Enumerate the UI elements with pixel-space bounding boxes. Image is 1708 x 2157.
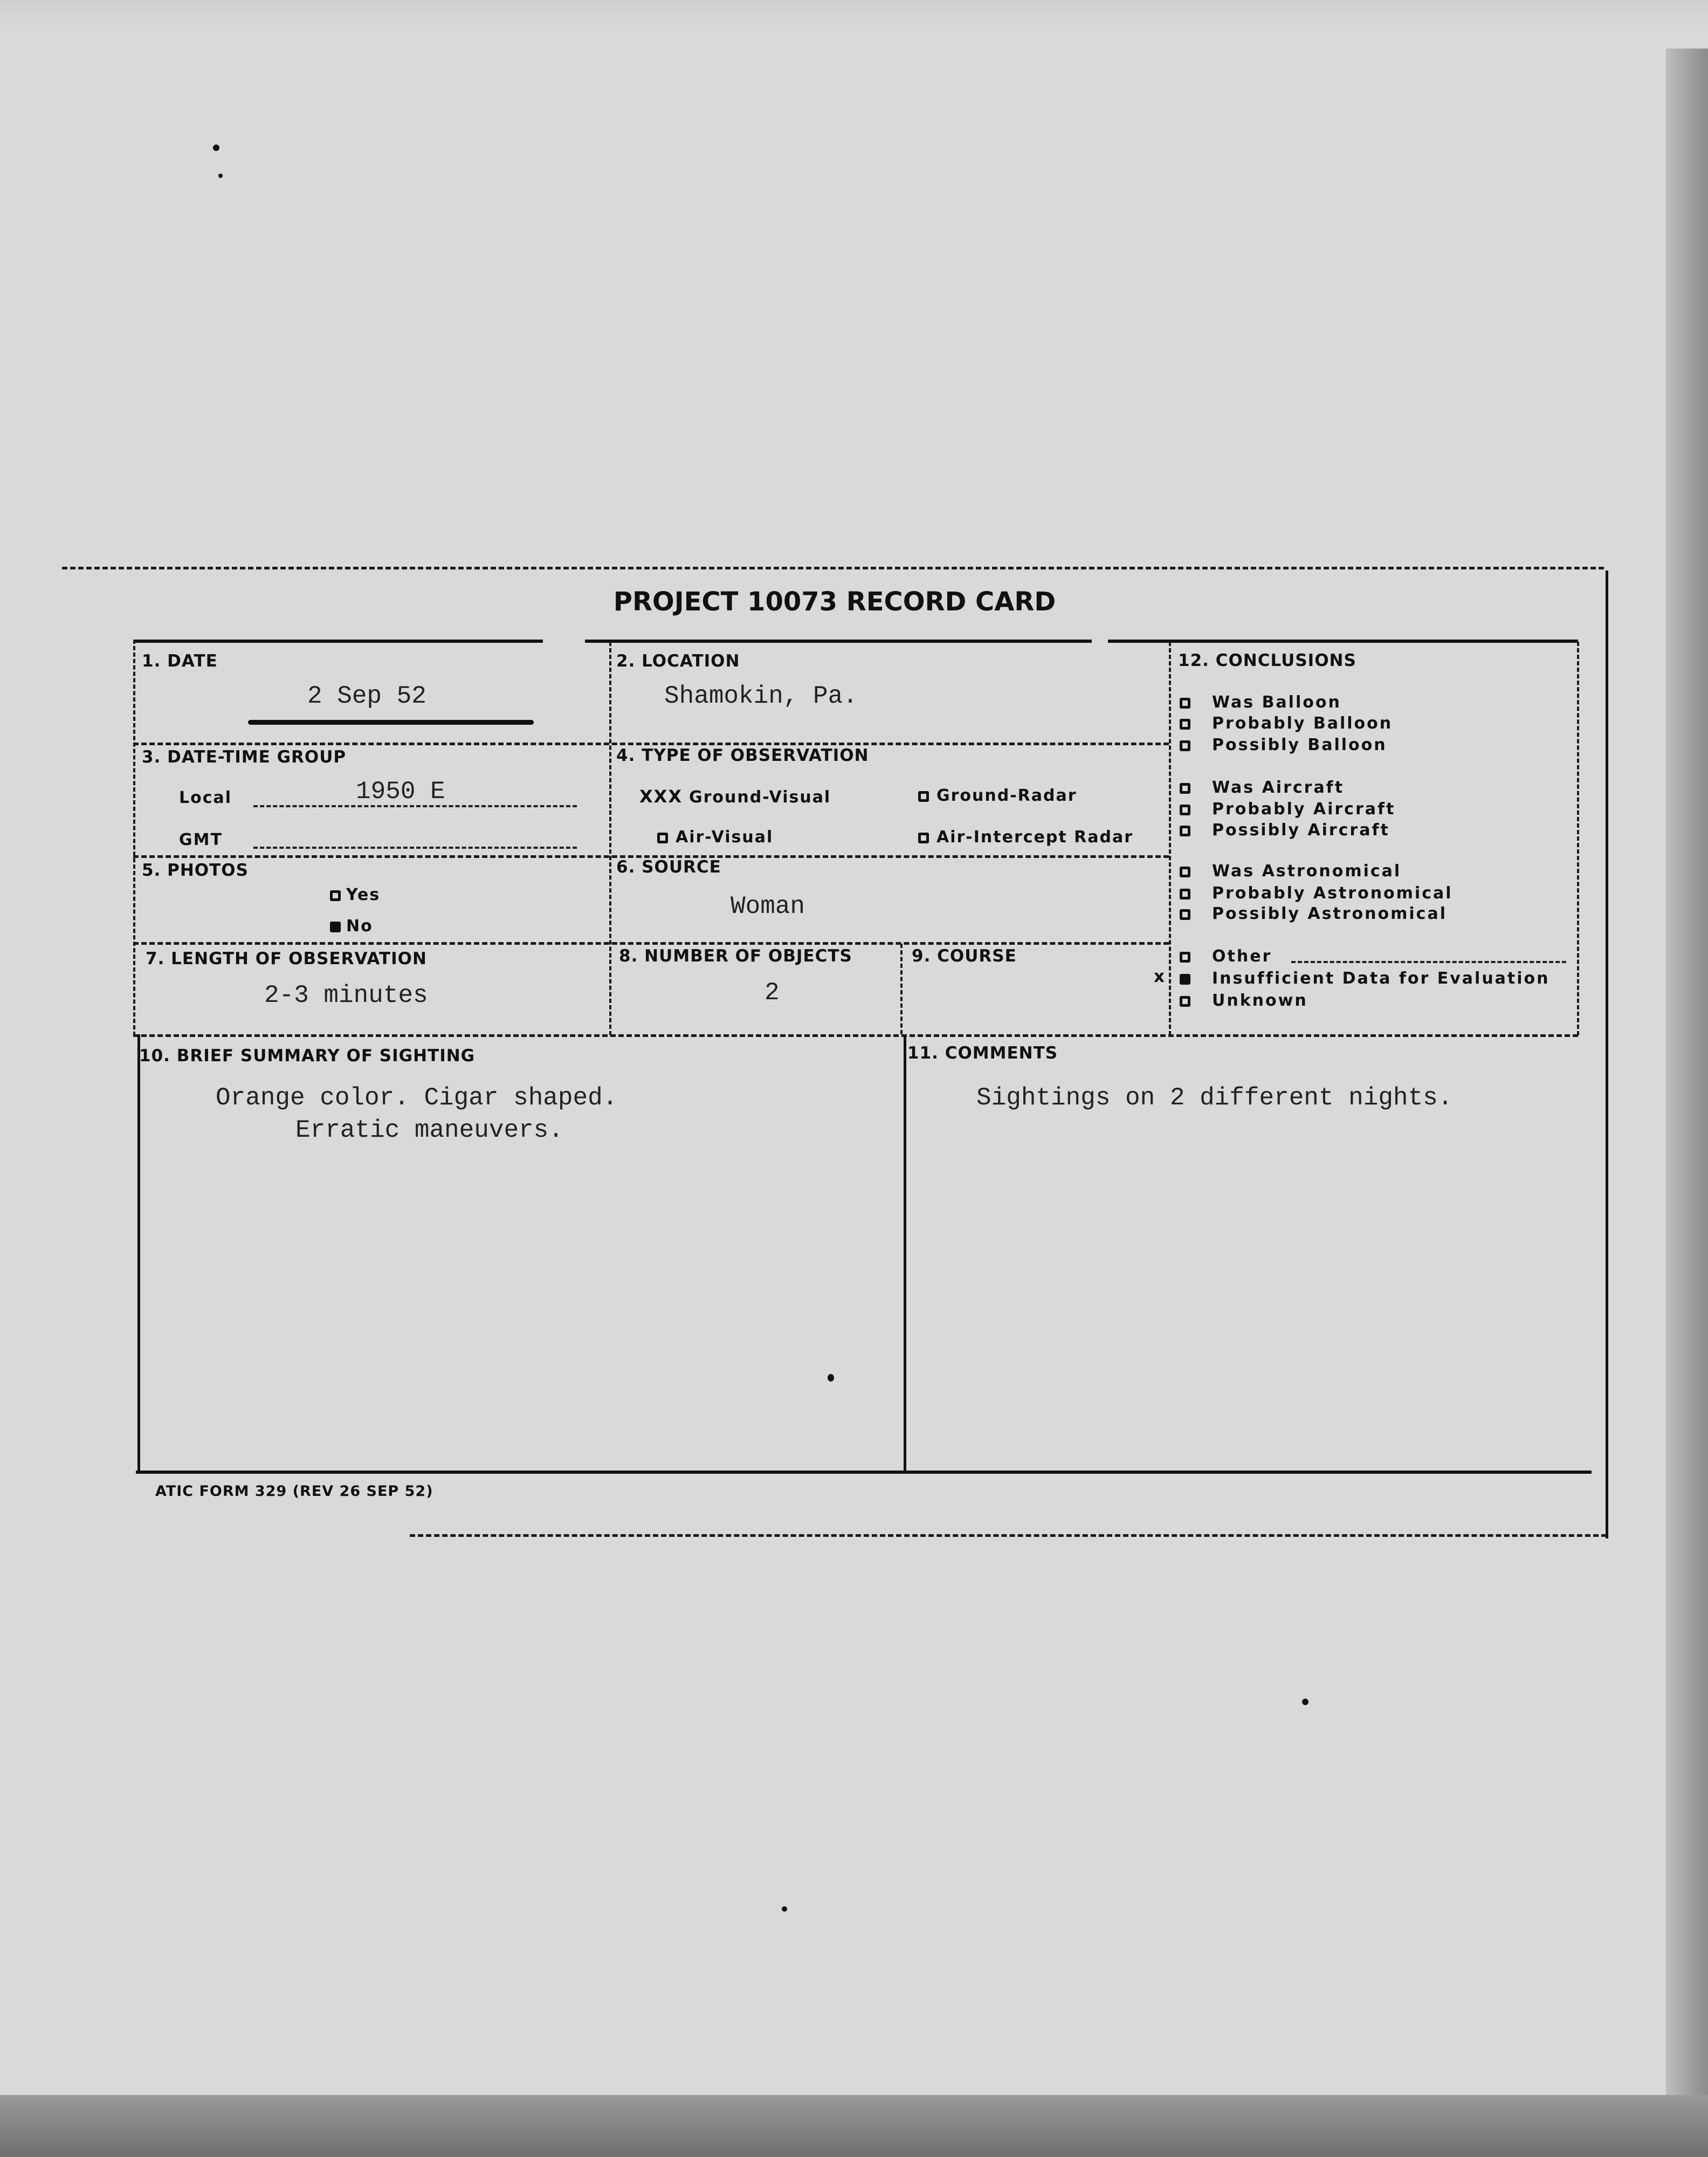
gmt-label: GMT (179, 830, 223, 849)
checkbox (330, 890, 341, 901)
scan-top-edge (0, 0, 1708, 32)
grid-line (133, 942, 1169, 945)
length-label: 7. LENGTH OF OBSERVATION (146, 949, 427, 968)
conclusion-was-balloon[interactable] (1180, 693, 1341, 712)
speck (1302, 1699, 1308, 1705)
grid-line (904, 1034, 906, 1471)
side-x-mark: x (1154, 967, 1165, 986)
conclusion-was-aircraft[interactable] (1180, 778, 1344, 797)
option-label: Probably Balloon (1212, 714, 1393, 733)
form-number: ATIC FORM 329 (REV 26 SEP 52) (155, 1483, 433, 1500)
comments-label: 11. COMMENTS (907, 1043, 1058, 1063)
grid-line (136, 1471, 1592, 1474)
grid-line (133, 640, 543, 643)
option-label: Probably Astronomical (1212, 884, 1453, 903)
gmt-line (253, 847, 577, 849)
option-air-intercept-radar[interactable] (918, 828, 1133, 847)
checkbox-checked (1180, 974, 1190, 985)
source-value: Woman (731, 892, 805, 920)
checkbox (1180, 698, 1190, 709)
checkbox (918, 833, 929, 843)
grid-line (133, 1034, 1578, 1037)
checkbox (1180, 826, 1190, 836)
option-label: Other (1212, 947, 1272, 966)
option-label: No (346, 917, 373, 936)
other-line (1291, 961, 1566, 963)
card-top-rule (62, 567, 1604, 569)
date-underline (248, 720, 534, 725)
objects-value: 2 (765, 979, 780, 1007)
option-label: Ground-Visual (689, 788, 831, 807)
checkbox (1180, 996, 1190, 1007)
conclusion-possibly-astronomical[interactable] (1180, 904, 1447, 923)
checkbox (1180, 952, 1190, 963)
checkbox (1180, 867, 1190, 877)
option-ground-visual[interactable] (639, 786, 831, 807)
summary-label: 10. BRIEF SUMMARY OF SIGHTING (139, 1046, 476, 1066)
option-label: Air-Intercept Radar (936, 828, 1133, 847)
option-label: Insufficient Data for Evaluation (1212, 969, 1550, 988)
speck (213, 145, 219, 151)
option-label: Possibly Aircraft (1212, 821, 1390, 840)
conclusion-insufficient-data[interactable] (1180, 969, 1550, 988)
checkbox (1180, 909, 1190, 920)
option-label: Air-Visual (676, 828, 774, 847)
location-value: Shamokin, Pa. (664, 682, 858, 710)
checked-mark: XXX (639, 786, 683, 807)
grid-line (133, 743, 1169, 745)
course-label: 9. COURSE (912, 946, 1017, 966)
summary-line: Orange color. Cigar shaped. (216, 1084, 618, 1112)
option-label: Was Balloon (1212, 693, 1341, 712)
option-label: Was Aircraft (1212, 778, 1345, 797)
scan-bottom-edge (0, 2095, 1708, 2157)
card-title: PROJECT 10073 RECORD CARD (613, 587, 1056, 617)
checkbox (1180, 805, 1190, 815)
length-value: 2-3 minutes (264, 981, 428, 1009)
conclusion-possibly-aircraft[interactable] (1180, 821, 1390, 840)
conclusions-label: 12. CONCLUSIONS (1178, 651, 1356, 670)
objects-label: 8. NUMBER OF OBJECTS (619, 946, 852, 966)
dtg-label: 3. DATE-TIME GROUP (142, 747, 347, 767)
checkbox (1180, 783, 1190, 794)
grid-line (1169, 642, 1171, 1035)
local-label: Local (179, 788, 232, 807)
grid-line (1108, 640, 1578, 643)
source-label: 6. SOURCE (616, 857, 721, 877)
option-label: Possibly Astronomical (1212, 904, 1447, 923)
conclusion-possibly-balloon[interactable] (1180, 736, 1387, 754)
option-label: Ground-Radar (936, 786, 1077, 805)
scan-right-edge (1666, 49, 1708, 2098)
checkbox (1180, 740, 1190, 751)
checkbox-checked (330, 922, 341, 932)
grid-line (1577, 642, 1579, 1035)
photos-yes[interactable] (330, 885, 380, 904)
location-label: 2. LOCATION (616, 651, 740, 671)
option-label: Unknown (1212, 991, 1308, 1010)
checkbox (1180, 719, 1190, 730)
card-right-rule (1606, 571, 1608, 1538)
card-bottom-rule (410, 1534, 1607, 1537)
option-label: Possibly Balloon (1212, 736, 1387, 754)
option-ground-radar[interactable] (918, 786, 1077, 805)
checkbox (918, 791, 929, 802)
conclusion-other[interactable] (1180, 947, 1272, 966)
speck (782, 1906, 787, 1912)
option-label: Was Astronomical (1212, 862, 1402, 881)
date-label: 1. DATE (142, 651, 218, 671)
conclusion-probably-balloon[interactable] (1180, 714, 1393, 733)
date-value: 2 Sep 52 (307, 682, 426, 710)
grid-line (585, 640, 1092, 643)
observation-type-label: 4. TYPE OF OBSERVATION (616, 746, 869, 765)
conclusion-unknown[interactable] (1180, 991, 1308, 1010)
option-label: Yes (346, 885, 381, 904)
checkbox (1180, 889, 1190, 899)
grid-line (133, 640, 135, 1036)
photos-label: 5. PHOTOS (142, 861, 249, 880)
speck (828, 1374, 834, 1382)
grid-line (609, 642, 611, 1035)
checkbox (657, 833, 668, 843)
option-air-visual[interactable] (657, 828, 773, 847)
summary-line: Erratic maneuvers. (295, 1116, 563, 1144)
conclusion-probably-aircraft[interactable] (1180, 800, 1395, 819)
conclusion-was-astronomical[interactable] (1180, 862, 1401, 881)
speck (218, 174, 223, 178)
grid-line (137, 1034, 140, 1472)
grid-line (900, 944, 903, 1034)
conclusion-probably-astronomical[interactable] (1180, 884, 1453, 903)
option-label: Probably Aircraft (1212, 800, 1396, 819)
local-value: 1950 E (356, 778, 445, 806)
comments-value: Sightings on 2 different nights. (976, 1084, 1453, 1112)
photos-no[interactable] (330, 917, 373, 936)
